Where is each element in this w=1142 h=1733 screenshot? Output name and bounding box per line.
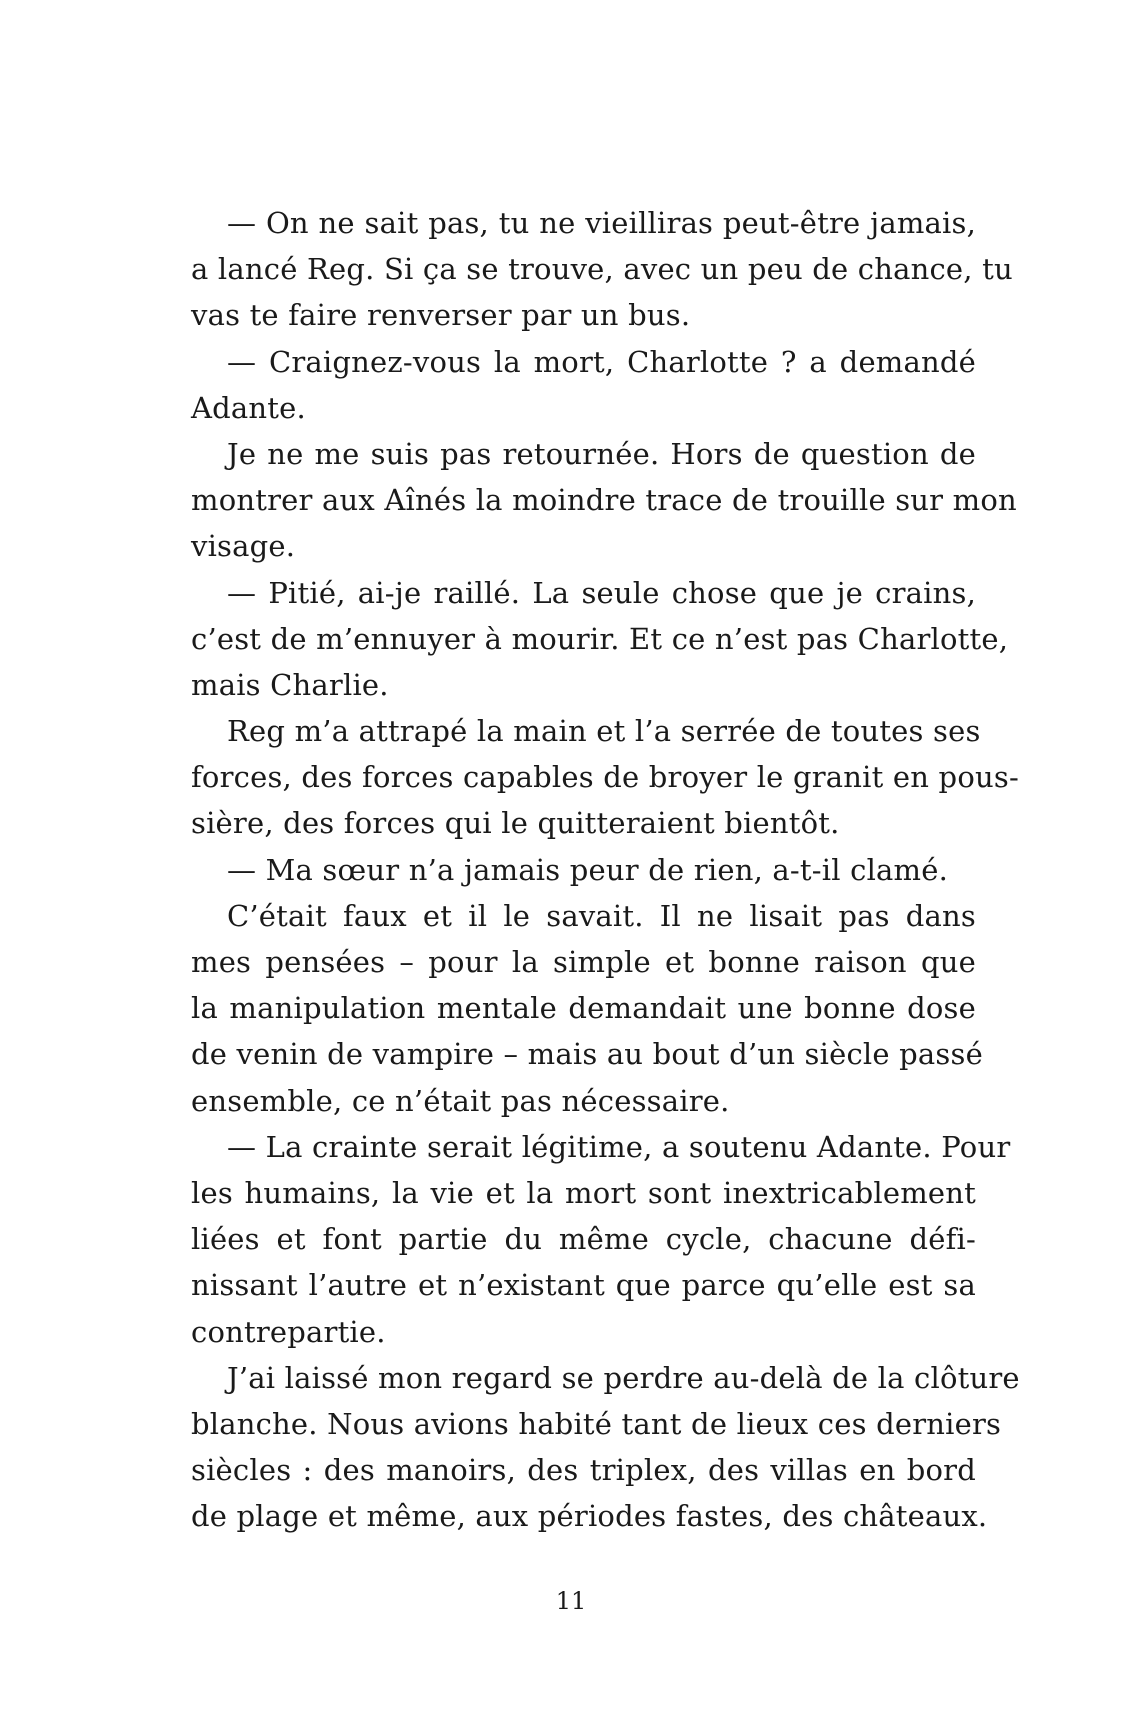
text-line: de plage et même, aux périodes fastes, des châteaux. (191, 1499, 988, 1534)
text-line: de venin de vampire – mais au bout d’un siècle passé (191, 1037, 983, 1072)
text-line: Je ne me suis pas retournée. Hors de question de (227, 436, 976, 471)
text-line: blanche. Nous avions habité tant de lieux ces derniers (191, 1406, 1002, 1441)
text-line: les humains, la vie et la mort sont inextricablement (191, 1175, 976, 1210)
text-line: Reg m’a attrapé la main et l’a serrée de toutes ses (227, 714, 981, 749)
text-line: — Ma sœur n’a jamais peur de rien, a-t-il clamé. (227, 852, 949, 887)
text-line: contrepartie. (191, 1314, 386, 1349)
text-line: a lancé Reg. Si ça se trouve, avec un peu de chance, tu (191, 252, 1013, 287)
text-line: mes pensées – pour la simple et bonne raison que (191, 945, 976, 979)
text-line: ensemble, ce n’était pas nécessaire. (191, 1083, 730, 1118)
body-text (191, 200, 1020, 1539)
text-line: siècles : des manoirs, des triplex, des villas en bord (191, 1453, 976, 1488)
text-line: la manipulation mentale demandait une bonne dose (191, 991, 976, 1026)
text-line: J’ai laissé mon regard se perdre au-delà de la clôture (227, 1360, 1020, 1395)
text-line: Adante. (191, 390, 306, 425)
text-line: — On ne sait pas, tu ne vieilliras peut-être jamais, (227, 206, 976, 240)
text-line: sière, des forces qui le quitteraient bientôt. (191, 806, 840, 841)
text-line: — Craignez-vous la mort, Charlotte ? a demandé (227, 344, 976, 379)
text-line: vas te faire renverser par un bus. (191, 298, 691, 333)
text-line: C’était faux et il le savait. Il ne lisait pas dans (227, 898, 976, 933)
text-line: montrer aux Aînés la moindre trace de trouille sur mon (191, 483, 1017, 518)
text-line: c’est de m’ennuyer à mourir. Et ce n’est pas Charlotte, (191, 621, 1009, 656)
page-number: 11 (555, 1587, 587, 1615)
text-line: nissant l’autre et n’existant que parce qu’elle est sa (191, 1268, 976, 1303)
text-line: — La crainte serait légitime, a soutenu Adante. Pour (227, 1129, 1011, 1164)
text-line: visage. (191, 529, 296, 564)
text-line: forces, des forces capables de broyer le granit en pous- (191, 760, 1019, 795)
text-line: mais Charlie. (191, 667, 389, 702)
text-line: — Pitié, ai-je raillé. La seule chose que je crains, (227, 575, 976, 610)
text-line: liées et font partie du même cycle, chacune défi- (191, 1222, 976, 1257)
